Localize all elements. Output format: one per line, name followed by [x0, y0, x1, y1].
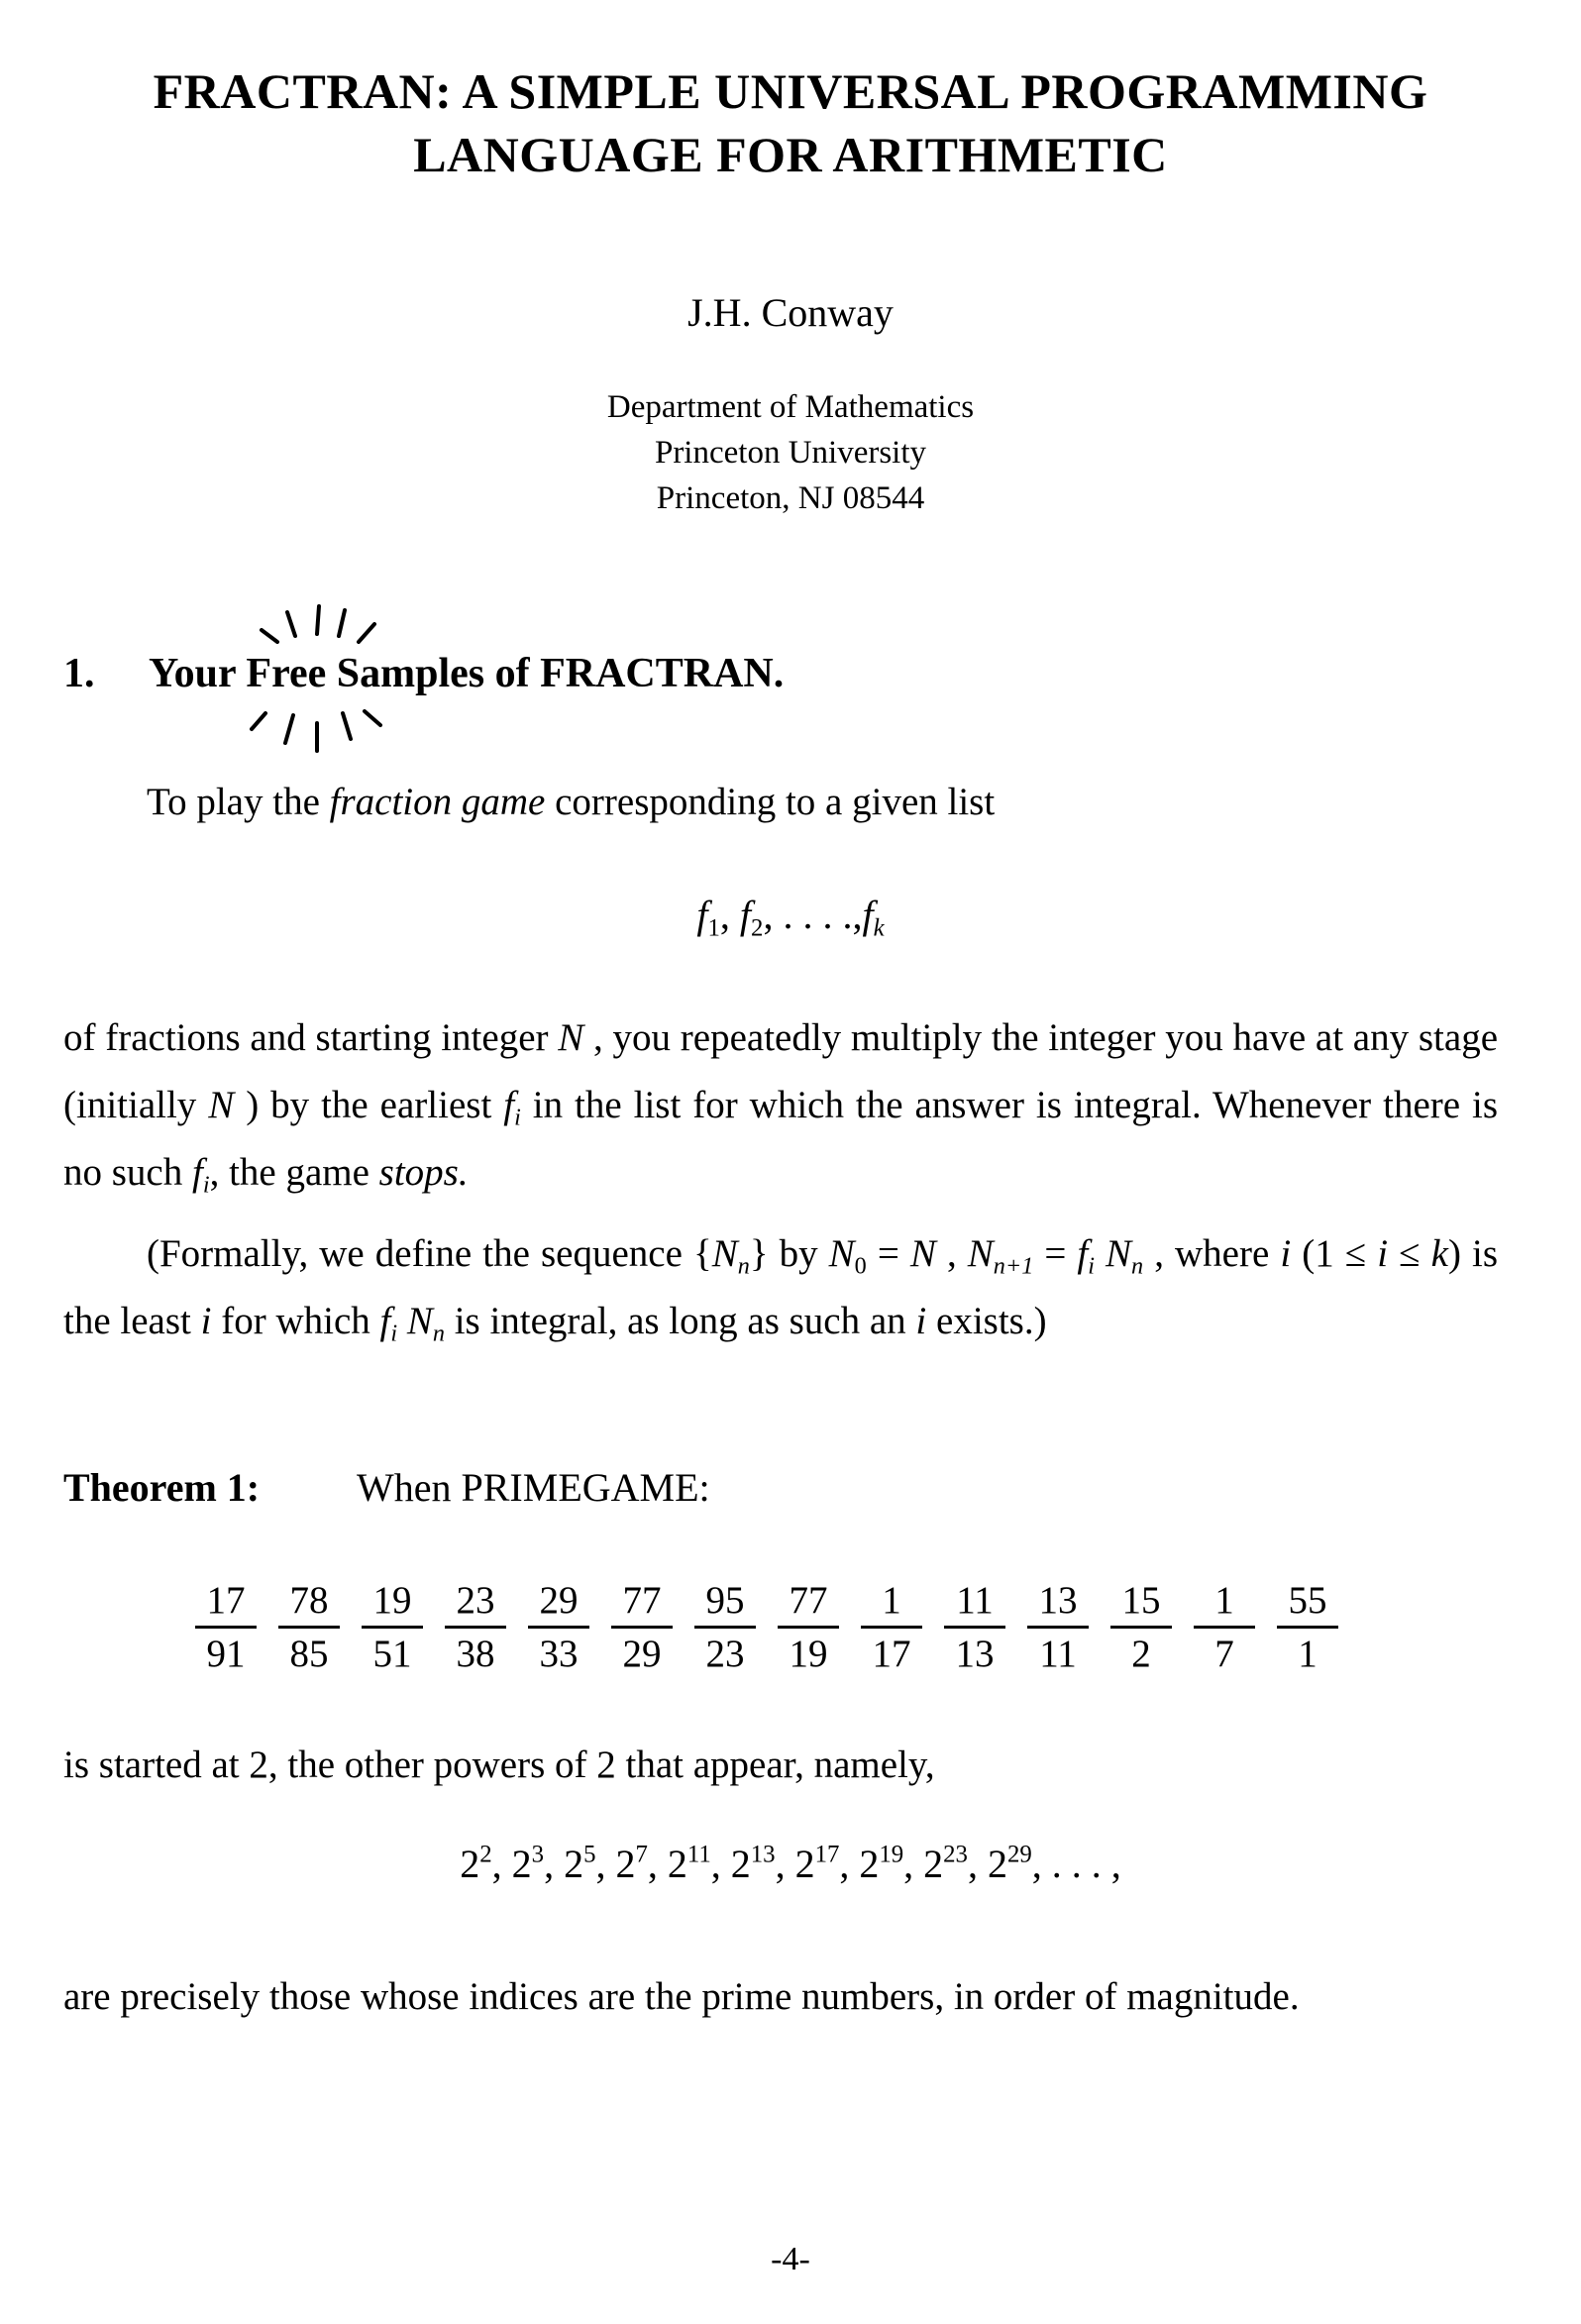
- subscript-2: 2: [751, 914, 764, 942]
- sparkle-top-icon: [254, 588, 392, 648]
- power-base: 2: [987, 1842, 1007, 1886]
- fraction: [528, 1579, 589, 1676]
- fraction-bar: [861, 1626, 922, 1629]
- fraction-denominator: 7: [1214, 1633, 1234, 1675]
- formal-text: is integral, as long as such an: [444, 1300, 916, 1342]
- fraction-denominator: 33: [539, 1633, 579, 1675]
- fraction-bar: [944, 1626, 1005, 1629]
- intro-paragraph: [63, 769, 1498, 836]
- section-title: Your Free Samples of FRACTRAN.: [149, 651, 785, 696]
- rules-paragraph: [63, 1004, 1498, 1207]
- fraction-denominator: 1: [1298, 1633, 1318, 1675]
- power-base: 2: [859, 1842, 880, 1886]
- power-base: 2: [460, 1842, 480, 1886]
- subscript-i: i: [390, 1320, 398, 1347]
- fraction-denominator: 19: [789, 1633, 828, 1675]
- subscript-n: n: [737, 1252, 750, 1280]
- fraction-bar: [528, 1626, 589, 1629]
- paper-title-line-2: LANGUAGE FOR ARITHMETIC: [413, 127, 1168, 182]
- fraction: [278, 1579, 340, 1676]
- fraction-denominator: 38: [456, 1633, 495, 1675]
- primegame-fraction-list: [195, 1579, 1338, 1676]
- conclusion-paragraph: are precisely those whose indices are the prime numbers, in order of magnitude.: [63, 1975, 1300, 2018]
- power-exponent: 29: [1006, 1841, 1032, 1868]
- subscript-n: n: [1131, 1252, 1144, 1280]
- formal-text: =: [866, 1232, 910, 1275]
- sparkle-bottom-icon: [246, 709, 394, 765]
- fraction-denominator: 85: [289, 1633, 329, 1675]
- var-N: N: [208, 1084, 235, 1126]
- fraction-bar: [611, 1626, 673, 1629]
- fraction-numerator: 55: [1288, 1579, 1327, 1622]
- fraction-numerator: 11: [956, 1579, 994, 1622]
- subscript-0: 0: [854, 1252, 867, 1280]
- subscript-1: 1: [707, 914, 720, 942]
- fraction-denominator: 17: [872, 1633, 911, 1675]
- fraction-numerator: 13: [1038, 1579, 1078, 1622]
- fraction: [778, 1579, 839, 1676]
- fraction-denominator: 23: [705, 1633, 745, 1675]
- fraction-numerator: 78: [289, 1579, 329, 1622]
- fraction-denominator: 29: [622, 1633, 662, 1675]
- power-base: 2: [794, 1842, 815, 1886]
- affiliation-line-1: Department of Mathematics: [606, 389, 975, 425]
- paper-title-line-1: FRACTRAN: A SIMPLE UNIVERSAL PROGRAMMING: [153, 63, 1428, 119]
- subscript-i: i: [514, 1104, 521, 1131]
- formal-text: ,: [935, 1232, 968, 1275]
- power-exponent: 3: [531, 1841, 545, 1868]
- power-base: 2: [730, 1842, 751, 1886]
- subscript-i: i: [1088, 1252, 1095, 1280]
- powers-of-two-sequence: $2^2$, $2^3$, $2^5$, $2^7$, $2^{11}$, $2^{13}$, $2^{17}$, $2^{19}$, $2^{23}$, $2^{29}$, . . . ,: [460, 1841, 1121, 1886]
- fraction-denominator: 2: [1131, 1633, 1151, 1675]
- formal-text: (Formally, we define the sequence {: [147, 1232, 712, 1275]
- affiliation-line-3: Princeton, NJ 08544: [656, 480, 925, 516]
- fraction-numerator: 95: [705, 1579, 745, 1622]
- power-exponent: 5: [583, 1841, 596, 1868]
- var-N: N: [967, 1232, 994, 1275]
- fraction-numerator: 17: [206, 1579, 246, 1622]
- var-N: N: [711, 1232, 738, 1275]
- var-i: i: [200, 1300, 212, 1342]
- formal-text: , where: [1143, 1232, 1281, 1275]
- power-base: 2: [511, 1842, 532, 1886]
- fraction: [1277, 1579, 1338, 1676]
- rules-text: in the list for which the answer is integral. Whenever there is no such: [63, 1084, 1499, 1194]
- fraction: [1110, 1579, 1172, 1676]
- theorem-text: When PRIMEGAME:: [357, 1465, 710, 1510]
- formal-text: ≤: [1388, 1232, 1431, 1275]
- formal-text: exists.): [926, 1300, 1047, 1342]
- var-f: f: [1077, 1232, 1089, 1275]
- var-N: N: [1094, 1232, 1132, 1275]
- f-symbol: f: [739, 893, 752, 937]
- fraction-bar: [1027, 1626, 1089, 1629]
- power-exponent: 19: [879, 1841, 904, 1868]
- power-base: 2: [615, 1842, 636, 1886]
- fraction: [1194, 1579, 1255, 1676]
- fraction: [944, 1579, 1005, 1676]
- fraction-bar: [1194, 1626, 1255, 1629]
- power-exponent: 7: [635, 1841, 648, 1868]
- fraction-denominator: 13: [955, 1633, 995, 1675]
- power-base: 2: [564, 1842, 584, 1886]
- formal-text: for which: [211, 1300, 380, 1342]
- var-N: N: [828, 1232, 855, 1275]
- power-exponent: 13: [750, 1841, 776, 1868]
- subscript-k: k: [873, 914, 885, 942]
- fraction: [1027, 1579, 1089, 1676]
- var-N: N: [558, 1016, 584, 1059]
- ellipsis: . . . ,: [1051, 1842, 1121, 1886]
- var-N: N: [909, 1232, 936, 1275]
- fraction-numerator: 23: [456, 1579, 495, 1622]
- fraction-bar: [278, 1626, 340, 1629]
- var-N: N: [397, 1300, 433, 1342]
- rules-text: , you repeatedly multiply the integer you have at any stage (initially: [63, 1016, 1498, 1126]
- fraction: [694, 1579, 756, 1676]
- f-symbol: f: [862, 893, 874, 937]
- power-base: 2: [667, 1842, 687, 1886]
- ellipsis: . . . .: [783, 893, 853, 937]
- fraction-bar: [1110, 1626, 1172, 1629]
- subscript-n-plus-1: n+1: [993, 1252, 1034, 1280]
- power-exponent: 2: [479, 1841, 492, 1868]
- fraction-numerator: 77: [789, 1579, 828, 1622]
- stops-term: stops.: [378, 1151, 469, 1194]
- started-text: is started at 2, the other powers of 2 that appear, namely,: [63, 1743, 935, 1786]
- page-number: -4-: [771, 2241, 810, 2277]
- subscript-i: i: [202, 1171, 210, 1199]
- fraction-bar: [362, 1626, 423, 1629]
- var-i: i: [1377, 1232, 1389, 1275]
- formal-text: } by: [749, 1232, 829, 1275]
- fraction: [611, 1579, 673, 1676]
- fraction-denominator: 91: [206, 1633, 246, 1675]
- theorem-statement: [63, 1464, 710, 1511]
- formal-definition-paragraph: [63, 1220, 1498, 1355]
- var-k: k: [1430, 1232, 1448, 1275]
- fraction-numerator: 19: [372, 1579, 412, 1622]
- fraction-numerator: 77: [622, 1579, 662, 1622]
- section-number: 1.: [63, 651, 95, 696]
- rules-text: ) by the earliest: [234, 1084, 504, 1126]
- formal-text: (1 ≤: [1291, 1232, 1378, 1275]
- formal-text: ) is the least: [63, 1232, 1499, 1342]
- formal-text: =: [1033, 1232, 1078, 1275]
- fraction-bar: [1277, 1626, 1338, 1629]
- fraction-bar: [694, 1626, 756, 1629]
- power-exponent: 11: [686, 1841, 711, 1868]
- fraction-game-term: fraction game: [329, 781, 546, 823]
- fraction-bar: [445, 1626, 506, 1629]
- theorem-label: Theorem 1:: [63, 1465, 261, 1510]
- intro-text-end: corresponding to a given list: [545, 781, 996, 823]
- var-f: f: [503, 1084, 515, 1126]
- power-base: 2: [923, 1842, 944, 1886]
- rules-text: of fractions and starting integer: [63, 1016, 559, 1059]
- power-exponent: 17: [814, 1841, 840, 1868]
- fraction: [861, 1579, 922, 1676]
- fraction-bar: [778, 1626, 839, 1629]
- subscript-n: n: [432, 1320, 445, 1347]
- fraction-numerator: 1: [882, 1579, 901, 1622]
- var-f: f: [379, 1300, 391, 1342]
- var-f: f: [192, 1151, 203, 1194]
- power-exponent: 23: [943, 1841, 968, 1868]
- intro-text: To play the: [147, 781, 330, 823]
- var-i: i: [1280, 1232, 1292, 1275]
- fraction: [195, 1579, 257, 1676]
- fraction-numerator: 1: [1214, 1579, 1234, 1622]
- fraction-bar: [195, 1626, 257, 1629]
- fraction-numerator: 29: [539, 1579, 579, 1622]
- fraction: [362, 1579, 423, 1676]
- rules-text: , the game: [209, 1151, 379, 1194]
- fraction-denominator: 11: [1039, 1633, 1077, 1675]
- var-i: i: [915, 1300, 927, 1342]
- affiliation-line-2: Princeton University: [654, 435, 927, 471]
- fraction-numerator: 15: [1121, 1579, 1161, 1622]
- section-heading: [63, 650, 784, 697]
- fraction: [445, 1579, 506, 1676]
- fraction-denominator: 51: [372, 1633, 412, 1675]
- fraction-list-formula: $f_1$, $f_2$, . . . $.,f_k$: [696, 893, 885, 942]
- f-symbol: f: [696, 893, 708, 937]
- author-name: J.H. Conway: [687, 290, 894, 335]
